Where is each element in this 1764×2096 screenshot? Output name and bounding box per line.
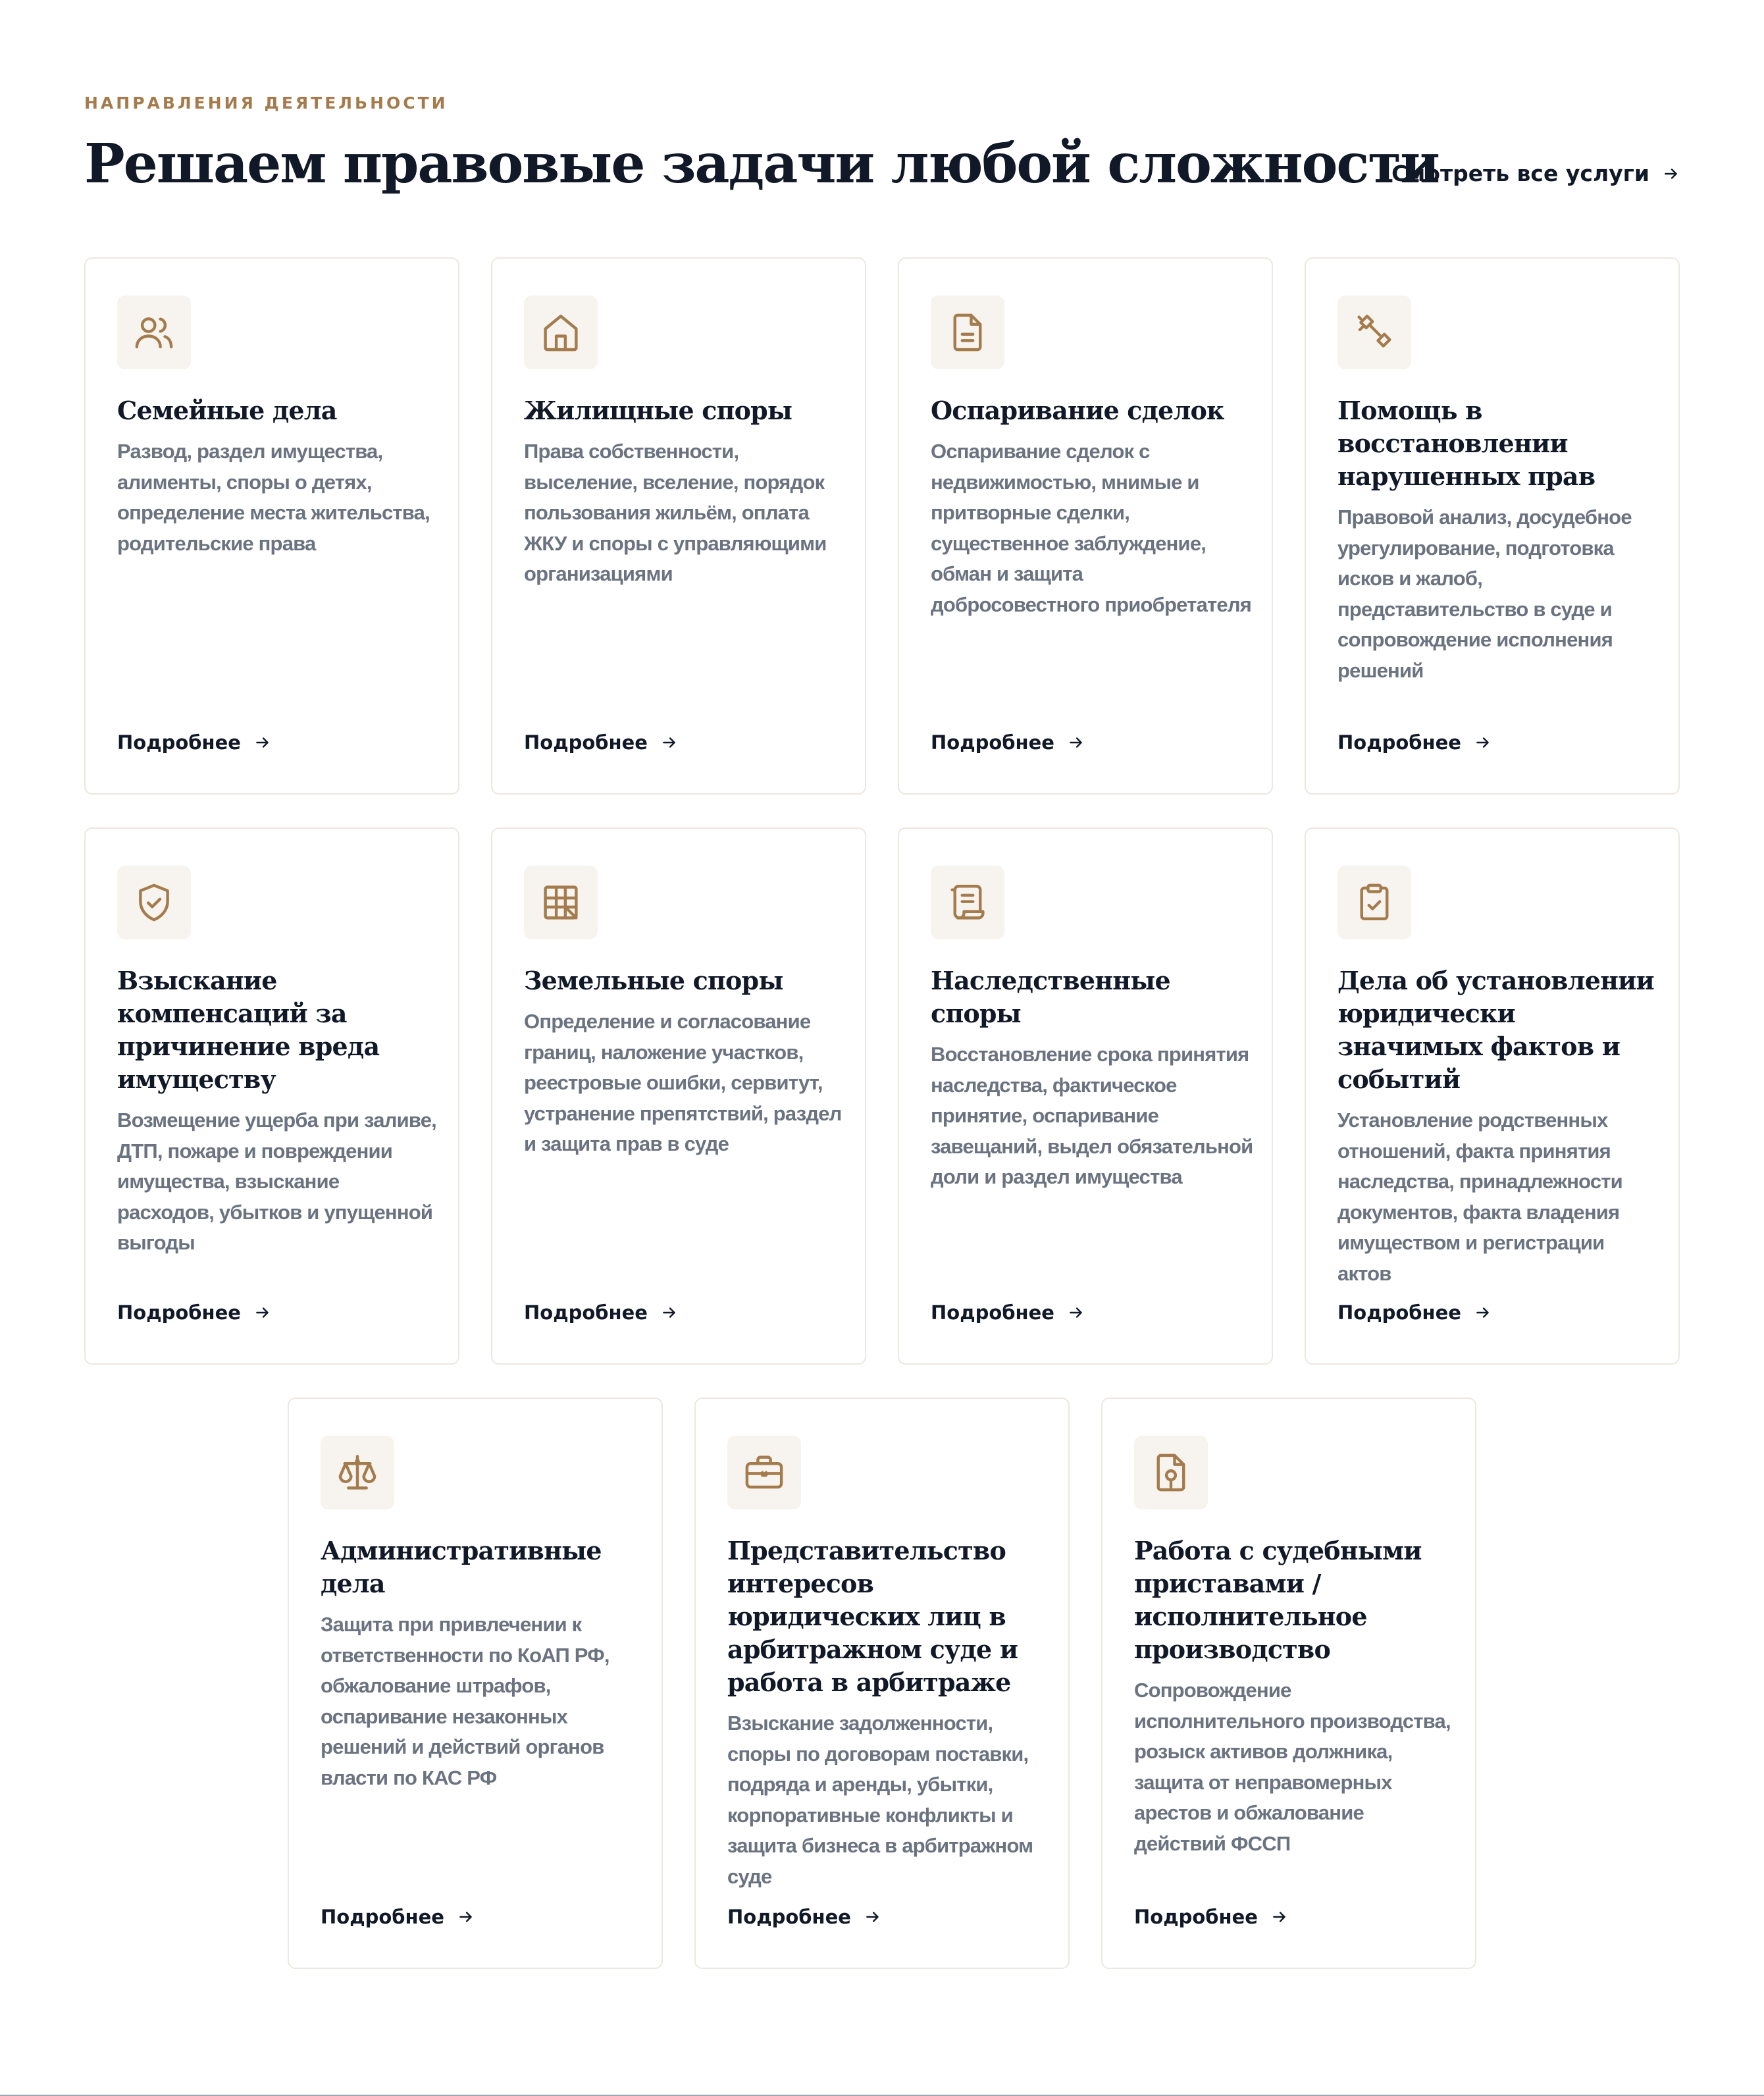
arrow-right-icon (1663, 165, 1680, 182)
arrow-right-icon (661, 1304, 678, 1321)
more-link[interactable]: Подробнее (1134, 1906, 1288, 1928)
service-card-family[interactable] (84, 257, 459, 795)
service-card-deals[interactable] (898, 257, 1273, 795)
service-card-inheritance[interactable] (898, 827, 1273, 1365)
card-title: Жилищные споры Права собственности, выселение, вселение, порядок пользования жильём, оплата ЖКУ и споры с управляющими организациями (524, 394, 846, 590)
scales-icon (321, 1436, 394, 1509)
card-description: Возмещение ущерба при заливе, ДТП, пожаре и повреждении имущества, взыскание расходов, убытков и упущенной выгоды (117, 1109, 436, 1254)
card-title: Помощь в восстановлении нарушенных прав Правовой анализ, досудебное урегулирование, подготовка исков и жалоб, представительство в суде и сопровождение исполнения решений (1337, 394, 1660, 686)
clipboard-check-icon (1337, 866, 1411, 939)
more-link[interactable]: Подробнее (727, 1906, 881, 1928)
service-card-land[interactable] (491, 827, 866, 1365)
more-link[interactable]: Подробнее (1337, 731, 1492, 754)
more-link[interactable]: Подробнее (117, 1301, 271, 1324)
arrow-right-icon (1068, 1304, 1085, 1321)
card-description: Восстановление срока принятия наследства, фактическое принятие, оспаривание завещаний, выдел обязательной доли и раздел имущества (931, 1043, 1253, 1188)
card-description: Установление родственных отношений, факта принятия наследства, принадлежности документов, факта владения имуществом и регистрации актов (1337, 1109, 1622, 1285)
card-title: Работа с судебными приставами / исполнительное производство Сопровождение исполнительного производства, розыск активов должника, защита от неправомерных арестов и обжалование действий ФССП (1134, 1534, 1457, 1859)
shield-check-icon (117, 866, 191, 939)
card-title: Семейные дела Развод, раздел имущества, алименты, споры о детях, определение места жительства, родительские права (117, 394, 440, 559)
arrow-right-icon (1474, 734, 1492, 751)
service-card-arbitration[interactable] (694, 1398, 1070, 1969)
service-card-compensation[interactable] (84, 827, 459, 1365)
more-link[interactable]: Подробнее (117, 731, 271, 754)
more-link[interactable]: Подробнее (524, 731, 678, 754)
more-link[interactable]: Подробнее (1337, 1301, 1492, 1324)
home-icon (524, 296, 598, 369)
more-link[interactable]: Подробнее (321, 1906, 475, 1928)
arrow-right-icon (1474, 1304, 1492, 1321)
service-card-bailiffs[interactable] (1101, 1398, 1476, 1969)
more-link[interactable]: Подробнее (931, 731, 1085, 754)
arrow-right-icon (1068, 734, 1085, 751)
card-title: Взыскание компенсаций за причинение вреда имуществу Возмещение ущерба при заливе, ДТП, пожаре и повреждении имущества, взыскание расходов, убытков и упущенной выгоды (117, 964, 440, 1259)
arrow-right-icon (864, 1908, 881, 1926)
arrow-right-icon (661, 734, 678, 751)
card-description: Сопровождение исполнительного производства, розыск активов должника, защита от неправомерных арестов и обжалование действий ФССП (1134, 1679, 1451, 1855)
users-icon (117, 296, 191, 369)
view-all-services-link[interactable] (1391, 161, 1680, 186)
arrow-right-icon (1271, 1908, 1288, 1926)
file-icon (931, 296, 1004, 369)
card-description: Взыскание задолженности, споры по договорам поставки, подряда и аренды, убытки, корпоративные конфликты и защита бизнеса в арбитражном суде (727, 1712, 1033, 1888)
view-all-services-label: Смотреть все услуги (1391, 161, 1649, 186)
card-description: Развод, раздел имущества, алименты, споры о детях, определение места жительства, родительские права (117, 440, 430, 555)
arrow-right-icon (254, 1304, 271, 1321)
card-title: Дела об установлении юридически значимых фактов и событий Установление родственных отношений, факта принятия наследства, принадлежности документов, факта владения имуществом и регистрации актов (1337, 964, 1660, 1289)
service-card-rights[interactable] (1305, 257, 1680, 795)
gavel-icon (1337, 296, 1411, 369)
service-card-facts[interactable] (1305, 827, 1680, 1365)
more-link[interactable]: Подробнее (931, 1301, 1085, 1324)
card-title: Административные дела Защита при привлечении к ответственности по КоАП РФ, обжалование штрафов, оспаривание незаконных решений и действий органов власти по КАС РФ (321, 1534, 643, 1793)
card-description: Защита при привлечении к ответственности по КоАП РФ, обжалование штрафов, оспаривание незаконных решений и действий органов власти по КАС РФ (321, 1613, 610, 1789)
section-eyebrow: НАПРАВЛЕНИЯ ДЕЯТЕЛЬНОСТИ (84, 93, 448, 113)
card-description: Оспаривание сделок с недвижимостью, мнимые и притворные сделки, существенное заблуждение, обман и защита добросовестного приобретателя (931, 440, 1252, 616)
card-description: Права собственности, выселение, вселение, порядок пользования жильём, оплата ЖКУ и споры с управляющими организациями (524, 440, 827, 585)
more-link[interactable]: Подробнее (524, 1301, 678, 1324)
page-title: Решаем правовые задачи любой сложности (84, 132, 1439, 196)
card-title: Наследственные споры Восстановление срока принятия наследства, фактическое принятие, оспаривание завещаний, выдел обязательной доли и раздел имущества (931, 964, 1253, 1193)
arrow-right-icon (457, 1908, 475, 1926)
card-title: Земельные споры Определение и согласование границ, наложение участков, реестровые ошибки, сервитут, устранение препятствий, раздел и защита прав в суде (524, 964, 846, 1160)
card-description: Правовой анализ, досудебное урегулирование, подготовка исков и жалоб, представительство в суде и сопровождение исполнения решений (1337, 506, 1632, 682)
service-card-administrative[interactable] (288, 1398, 663, 1969)
file-seal-icon (1134, 1436, 1208, 1509)
service-card-housing[interactable] (491, 257, 866, 795)
card-title: Представительство интересов юридических лиц в арбитражном суде и работа в арбитраже Взыскание задолженности, споры по договорам поставки, подряда и аренды, убытки, корпоративные конфликты и защита бизнеса в арбитражном суде (727, 1534, 1050, 1892)
briefcase-icon (727, 1436, 801, 1509)
scroll-icon (931, 866, 1004, 939)
land-grid-icon (524, 866, 598, 939)
arrow-right-icon (254, 734, 271, 751)
card-title: Оспаривание сделок Оспаривание сделок с недвижимостью, мнимые и притворные сделки, существенное заблуждение, обман и защита добросовестного приобретателя (931, 394, 1253, 620)
card-description: Определение и согласование границ, наложение участков, реестровые ошибки, сервитут, устранение препятствий, раздел и защита прав в суде (524, 1010, 842, 1155)
